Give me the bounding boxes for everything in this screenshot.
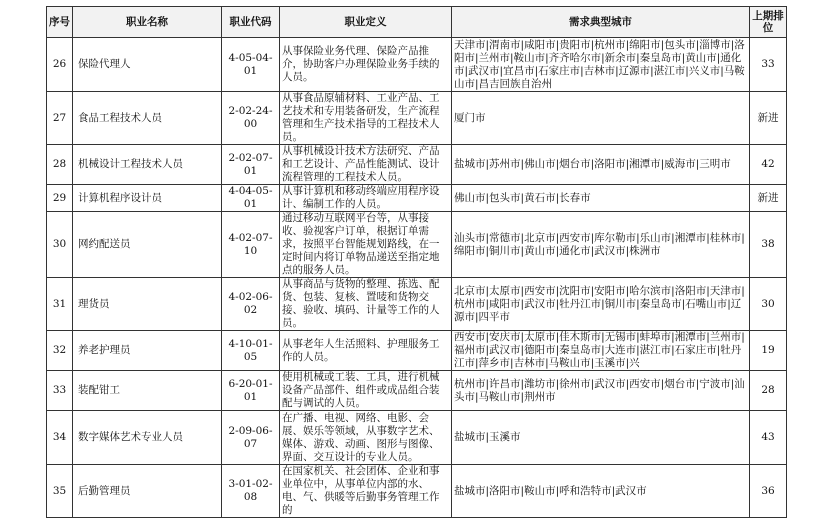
occupation-table-container [46, 6, 786, 518]
header-cities: 需求典型城市 [452, 7, 750, 38]
header-name: 职业名称 [73, 7, 222, 38]
row-occupation-code: 4-02-06-02 [222, 278, 280, 331]
row-occupation-name: 机械设计工程技术人员 [73, 145, 222, 185]
row-cities: 杭州市|许昌市|潍坊市|徐州市|武汉市|西安市|烟台市|宁波市|汕头市|马鞍山市|荆州市 [452, 371, 750, 411]
row-seq: 32 [47, 331, 73, 371]
row-occupation-name: 养老护理员 [73, 331, 222, 371]
row-rank: 28 [750, 371, 787, 411]
row-cities: 佛山市|包头市|黄石市|长春市 [452, 185, 750, 212]
row-definition: 通过移动互联网平台等，从事接收、验视客户订单，根据订单需求，按照平台智能规划路线，在一定时间内将订单物品递送至指定地点的服务人员。 [280, 212, 452, 278]
row-seq: 30 [47, 212, 73, 278]
header-rank: 上期排位 [750, 7, 787, 38]
table-row [47, 278, 787, 331]
row-seq: 34 [47, 411, 73, 465]
table-row [47, 185, 787, 212]
row-occupation-code: 4-02-07-10 [222, 212, 280, 278]
row-definition: 在广播、电视、网络、电影、会展、娱乐等领域，从事数字艺术、媒体、游戏、动画、图形与图像、界面、交互设计的专业人员。 [280, 411, 452, 465]
row-definition: 从事机械设计技术方法研究、产品和工艺设计、产品性能测试、设计流程管理的工程技术人员。 [280, 145, 452, 185]
row-rank: 19 [750, 331, 787, 371]
row-occupation-code: 4-04-05-01 [222, 185, 280, 212]
row-occupation-code: 2-02-07-01 [222, 145, 280, 185]
row-cities: 天津市|渭南市|咸阳市|贵阳市|杭州市|绵阳市|包头市|淄博市|洛阳市|兰州市|鞍山市|齐齐哈尔市|新余市|秦皇岛市|黄山市|通化市|武汉市|宜昌市|石家庄市|吉林市|辽源市|湛江市|兴义市|马鞍山市|昌吉回族自治州 [452, 38, 750, 92]
row-seq: 27 [47, 92, 73, 145]
table-row [47, 38, 787, 92]
table-row [47, 145, 787, 185]
row-occupation-code: 4-10-01-05 [222, 331, 280, 371]
row-rank: 36 [750, 465, 787, 518]
row-seq: 28 [47, 145, 73, 185]
table-header-row [47, 7, 787, 38]
row-occupation-code: 6-20-01-01 [222, 371, 280, 411]
table-row [47, 331, 787, 371]
row-cities: 厦门市 [452, 92, 750, 145]
row-occupation-code: 2-09-06-07 [222, 411, 280, 465]
row-occupation-name: 计算机程序设计员 [73, 185, 222, 212]
table-row [47, 212, 787, 278]
header-definition: 职业定义 [280, 7, 452, 38]
row-seq: 33 [47, 371, 73, 411]
table-row [47, 411, 787, 465]
row-rank: 新进 [750, 92, 787, 145]
row-definition: 在国家机关、社会团体、企业和事业单位中，从事单位内部的水、电、气、供暖等后勤事务管理工作的 [280, 465, 452, 518]
row-cities: 盐城市|玉溪市 [452, 411, 750, 465]
row-occupation-code: 2-02-24-00 [222, 92, 280, 145]
occupation-demand-table [46, 6, 787, 518]
row-rank: 33 [750, 38, 787, 92]
row-occupation-name: 理货员 [73, 278, 222, 331]
row-definition: 从事保险业务代理、保险产品推介，协助客户办理保险业务手续的人员。 [280, 38, 452, 92]
row-definition: 从事商品与货物的整理、拣选、配货、包装、复核、置唛和货物交接、验收、填码、计量等工作的人员。 [280, 278, 452, 331]
row-occupation-name: 保险代理人 [73, 38, 222, 92]
row-seq: 31 [47, 278, 73, 331]
row-occupation-code: 3-01-02-08 [222, 465, 280, 518]
row-rank: 38 [750, 212, 787, 278]
table-row [47, 371, 787, 411]
row-rank: 42 [750, 145, 787, 185]
row-definition: 从事计算机和移动终端应用程序设计、编制工作的人员。 [280, 185, 452, 212]
row-seq: 26 [47, 38, 73, 92]
row-cities: 汕头市|常德市|北京市|西安市|库尔勒市|乐山市|湘潭市|桂林市|绵阳市|铜川市|黄山市|通化市|武汉市|株洲市 [452, 212, 750, 278]
row-rank: 30 [750, 278, 787, 331]
header-code: 职业代码 [222, 7, 280, 38]
row-occupation-name: 装配钳工 [73, 371, 222, 411]
row-occupation-code: 4-05-04-01 [222, 38, 280, 92]
row-cities: 盐城市|洛阳市|鞍山市|呼和浩特市|武汉市 [452, 465, 750, 518]
row-seq: 29 [47, 185, 73, 212]
row-occupation-name: 数字媒体艺术专业人员 [73, 411, 222, 465]
row-occupation-name: 网约配送员 [73, 212, 222, 278]
row-cities: 盐城市|苏州市|佛山市|烟台市|洛阳市|湘潭市|威海市|三明市 [452, 145, 750, 185]
row-rank: 新进 [750, 185, 787, 212]
row-seq: 35 [47, 465, 73, 518]
row-occupation-name: 后勤管理员 [73, 465, 222, 518]
row-rank: 43 [750, 411, 787, 465]
table-row [47, 92, 787, 145]
row-occupation-name: 食品工程技术人员 [73, 92, 222, 145]
header-seq: 序号 [47, 7, 73, 38]
row-definition: 从事老年人生活照料、护理服务工作的人员。 [280, 331, 452, 371]
table-row [47, 465, 787, 518]
row-cities: 西安市|安庆市|太原市|佳木斯市|无锡市|蚌埠市|湘潭市|兰州市|福州市|武汉市|德阳市|秦皇岛市|大连市|湛江市|石家庄市|牡丹江市|萍乡市|吉林市|马鞍山市|玉溪市|兴 [452, 331, 750, 371]
row-definition: 从事食品原辅材料、工业产品、工艺技术和专用装备研发，生产流程管理和生产技术指导的工程技术人员。 [280, 92, 452, 145]
row-definition: 使用机械或工装、工具，进行机械设备产品部件、组件或成品组合装配与调试的人员。 [280, 371, 452, 411]
row-cities: 北京市|太原市|西安市|沈阳市|安阳市|哈尔滨市|洛阳市|天津市|杭州市|咸阳市|武汉市|牡丹江市|铜川市|秦皇岛市|石嘴山市|辽源市|四平市 [452, 278, 750, 331]
